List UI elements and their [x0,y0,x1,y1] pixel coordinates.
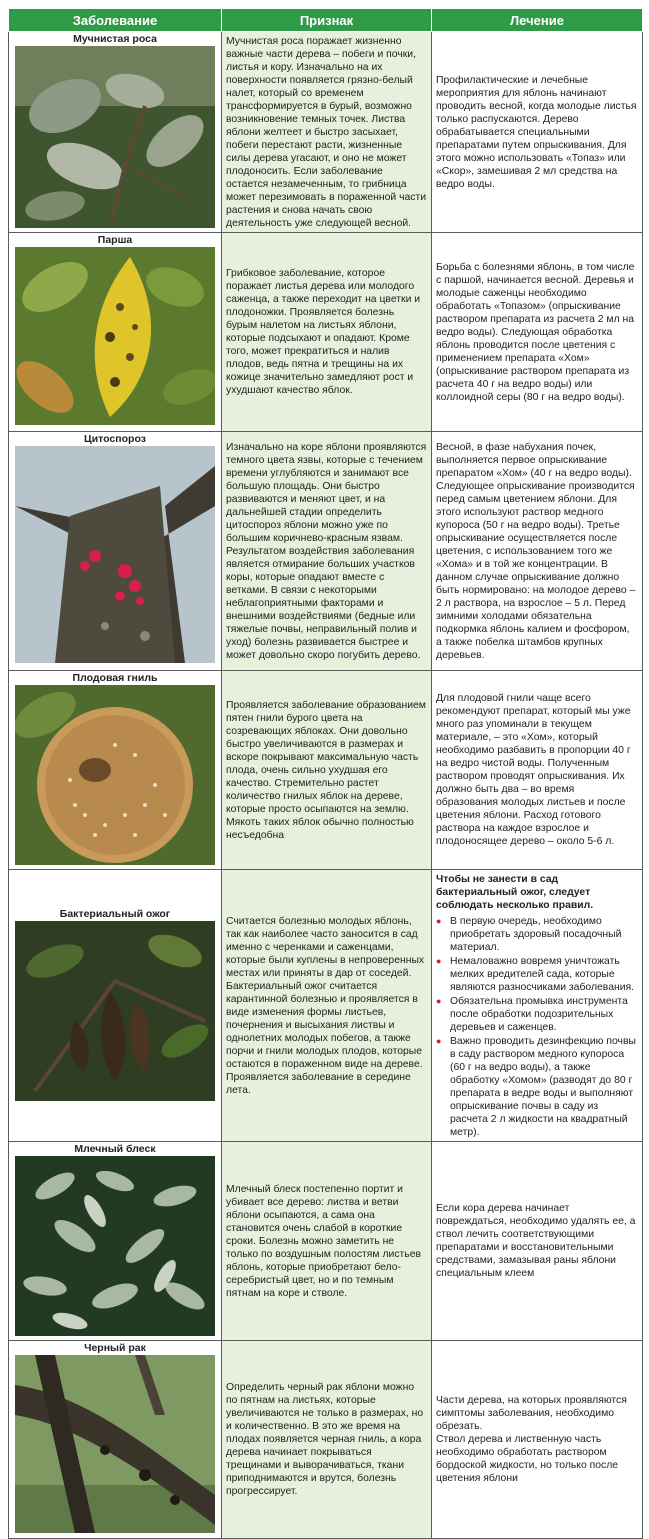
diseases-table [8,8,643,1539]
list-item: ● Обязательна промывка инструмента после обработки подозрительных деревьев и саженцев. [436,995,638,1034]
disease-cell [9,1341,222,1539]
table-row [9,870,643,1142]
cytosporosis-photo [15,446,215,663]
table-row [9,32,643,233]
symptom-cell: Грибковое заболевание, которое поражает листья дерева или молодого саженца, а также переходит на цветки и плодоножки. Проявляется болезнь бурым налетом на листьях яблони, которые подсыхают и опадают. Кроме того, может прекратиться и налив плодов, ведь пятна и трещины на их кожице значительно замедляют рост и ухудшают качество яблок. [222,233,432,432]
treatment-cell [432,1341,643,1539]
table-header-row [9,9,643,32]
disease-cell [9,870,222,1142]
table-row [9,1142,643,1341]
black-cancer-photo [15,1355,215,1533]
disease-cell [9,233,222,432]
table-row [9,233,643,432]
treatment-lead: Чтобы не занести в сад бактериальный ожог, следует соблюдать несколько правил. [436,874,594,911]
disease-name: Плодовая гниль [72,672,158,684]
symptom-cell: Изначально на коре яблони проявляются темного цвета язвы, которые с течением времени углубляются и занимают все большую площадь. Они быстро развиваются и меняют цвет, и на дальнейшей стадии определить цитоспороз яблони можно уже по большим коричнево-красным язвам. Результатом воздействия заболевания является отмирание больших участков коры, которые опадают вместе с ветками. В связи с некоторыми неблагоприятными факторами и внешними воздействиями (бедные или тяжелые почвы, неправильный полив и уход) болезнь развивается быстрее и может довольно скоро погубить дерево. [222,432,432,671]
milky-sheen-photo [15,1156,215,1336]
symptom-cell: Считается болезнью молодых яблонь, так как наиболее часто заносится в сад именно с черенками и саженцами, которые были куплены в непроверенных местах или приняты в дар от соседей. Бактериальный ожог считается карантинной болезнью и проявляется в виде изменения формы листьев, почернения и высыхания листвы и однолетних молодых побегов, а также порчи и гнили молодых плодов, которые остаются в пораженном виде на дереве. Проявляется заболевание в середине лета. [222,870,432,1142]
symptom-cell: Определить черный рак яблони можно по пятнам на листьях, которые увеличиваются не только в размерах, но и количественно. В это же время на плодах появляется черная гниль, а кора дерева начинает покрываться трещинами и выворачиваться, ткани приподнимаются и врутся, болезнь прогрессирует. [222,1341,432,1539]
symptom-cell: Мучнистая роса поражает жизненно важные части дерева – побеги и почки, листья и кору. Изначально на их поверхности появляется грязно-белый налет, который со временем трансформируется в бурый, возможно возникновение темных точек. Листва яблони желтеет и быстро засыхает, побеги перестают расти, жизненные силы дерева угасают, и оно не может плодоносить. Если заболевание остается незамеченным, то грибница может перезимовать в пораженной части растения и снова начать свою деятельность уже следующей весной. [222,32,432,233]
table-row [9,671,643,870]
bacterial-burn-photo [15,921,215,1101]
disease-name: Цитоспороз [84,433,146,445]
treatment-paragraph: Ствол дерева и лиственную часть необходимо обработать раствором бордоской жидкости, но только после цветения яблони [436,1434,619,1484]
disease-name: Парша [97,234,133,246]
treatment-cell: Профилактические и лечебные мероприятия для яблонь начинают проводить весной, когда молодые листья только распускаются. Дерево обрабатывается специальными препаратами путем опрыскивания. Для этого можно использовать «Топаз» или «Скор», замешивая 2 мл средства на ведро воды. [432,32,643,233]
treatment-cell: Борьба с болезнями яблонь, в том числе с паршой, начинается весной. Деревья и молодые саженцы необходимо обработать «Топазом» (опрыскивание раствором препарата из расчета 2 мл на ведро воды). Следующая обработка яблонь проводится после цветения с применением препарата «Хом» (опрыскивание раствором препарата из расчета 40 г на ведро воды) или коллоидной серы (80 г на ведро воды). [432,233,643,432]
header-disease: Заболевание [9,9,222,32]
powdery-mildew-photo [15,46,215,228]
header-treatment: Лечение [432,9,643,32]
header-symptom: Признак [222,9,432,32]
treatment-list [436,915,638,1139]
treatment-cell: Если кора дерева начинает повреждаться, необходимо удалять ее, а ствол лечить соответствующими препаратами и восстановительными средствами, замазывая раны яблони специальным клеем [432,1142,643,1341]
list-item: ● Немаловажно вовремя уничтожать мелких вредителей сада, которые являются разносчиками заболевания. [436,955,638,994]
disease-name: Черный рак [84,1342,146,1354]
list-item: ● Важно проводить дезинфекцию почвы в саду раствором медного купороса (60 г на ведро воды), а также обработку «Хомом» (разводят до 80 г препарата в ведре воды и выполняют опрыскивание почвы в саду из расчета 2 л жидкости на квадратный метр). [436,1035,638,1139]
table-row [9,432,643,671]
treatment-cell: Весной, в фазе набухания почек, выполняется первое опрыскивание препаратом «Хом» (40 г на ведро воды). Следующее опрыскивание производится перед самым цветением яблони. Для этого используют раствор медного купороса (50 г на ведро воды). Третье опрыскивание осуществляется после цветения, с использованием того же «Хома» и в той же концентрации. В данном случае опрыскивание должно быть нормировано: на молодое дерево – 2 л раствора, на взрослое – 5 л. Перед зимними холодами обязательна подкормка яблонь калием и фосфором, а также побелка штамбов крупных деревьев. [432,432,643,671]
treatment-cell: Для плодовой гнили чаще всего рекомендуют препарат, который мы уже много раз упоминали в текущем материале, – это «Хом», который необходимо разбавить в пропорции 40 г на ведро чистой воды. Полученным раствором проводят опрыскивания. Их должно быть два – во время образования молодых листьев и после цветения яблони. Расход готового раствора на каждое взрослое и плодоносящее дерево – около 5-6 л. [432,671,643,870]
fruit-rot-photo [15,685,215,865]
disease-cell [9,432,222,671]
list-item: ● В первую очередь, необходимо приобретать здоровый посадочный материал. [436,915,638,954]
scab-photo [15,247,215,425]
disease-cell [9,671,222,870]
treatment-paragraph: Части дерева, на которых проявляются симптомы заболевания, необходимо обрезать. [436,1395,627,1432]
disease-cell [9,1142,222,1341]
table-row [9,1341,643,1539]
disease-name: Мучнистая роса [73,33,157,45]
treatment-cell [432,870,643,1142]
symptom-cell: Млечный блеск постепенно портит и убивает все дерево: листва и ветви яблони осыпаются, а сама она становится очень слабой в короткие сроки. Болезнь можно заметить не только по воздушным полостям листьев яблонь, которые приобретают бело-серебристый цвет, но и по темным пятнам на коре и стволе. [222,1142,432,1341]
disease-name: Бактериальный ожог [59,907,171,920]
disease-name: Млечный блеск [74,1143,156,1155]
disease-cell [9,32,222,233]
symptom-cell: Проявляется заболевание образованием пятен гнили бурого цвета на созревающих яблоках. Они довольно быстро увеличиваются в размерах и вскоре покрывают максимальную часть плода, очень сильно ухудшая его качество. Стремительно растет количество гнилых яблок на дереве, которые просто осыпаются на землю. Мякоть таких яблок обычно полностью несъедобна [222,671,432,870]
